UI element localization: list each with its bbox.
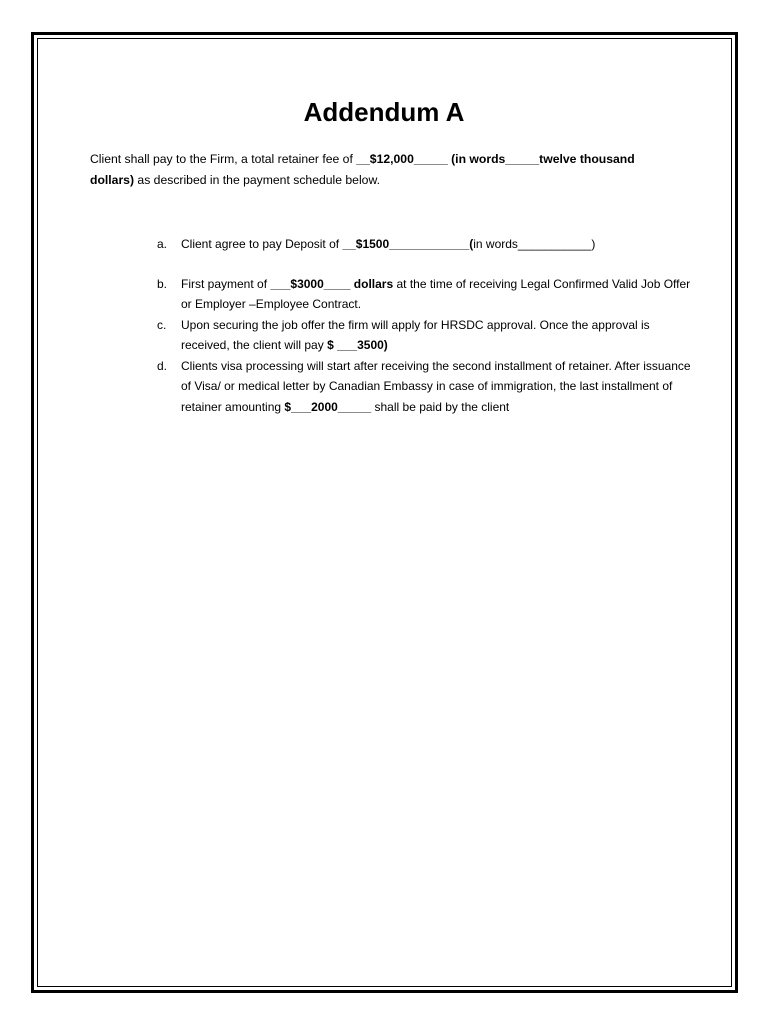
item-text: Client agree to pay Deposit of <box>181 237 343 251</box>
document-title: Addendum A <box>303 97 465 127</box>
item-text-end: shall be paid by the client <box>371 399 510 414</box>
list-marker: b. <box>157 276 168 291</box>
first-payment-amount: ___$3000____ dollars <box>270 276 394 291</box>
item-text-end: in words___________) <box>473 237 596 251</box>
payment-schedule-list <box>157 234 692 417</box>
list-item <box>157 234 692 255</box>
list-marker: d. <box>157 358 168 373</box>
list-item <box>157 315 692 356</box>
list-item <box>157 356 692 418</box>
item-text: Clients visa processing will start after receiving the second installment of retainer. After issuance of Visa/ or medical letter by Canadian Embassy in case of immigration, the last installment of retainer amounting <box>181 358 691 414</box>
list-marker: a. <box>157 237 168 251</box>
last-payment-amount: $___2000_____ <box>284 399 372 414</box>
intro-text-end: as described in the payment schedule below. <box>134 173 380 187</box>
intro-fee-amount: __$12,000_____ (in words_____twelve thousand dollars) <box>90 152 635 187</box>
deposit-amount: __$1500____________( <box>342 237 474 251</box>
intro-text: Client shall pay to the Firm, a total retainer fee of <box>90 152 357 166</box>
intro-paragraph <box>90 149 680 191</box>
item-text: Upon securing the job offer the firm will apply for HRSDC approval. Once the approval is received, the client will pay <box>181 317 650 352</box>
item-text-end: at the time of receiving Legal Confirmed Valid Job Offer or Employer –Employee Contract. <box>181 276 691 311</box>
list-marker: c. <box>157 317 167 332</box>
list-item <box>157 274 692 315</box>
second-payment-amount: $ ___3500) <box>327 338 388 352</box>
item-text: First payment of <box>181 276 271 291</box>
